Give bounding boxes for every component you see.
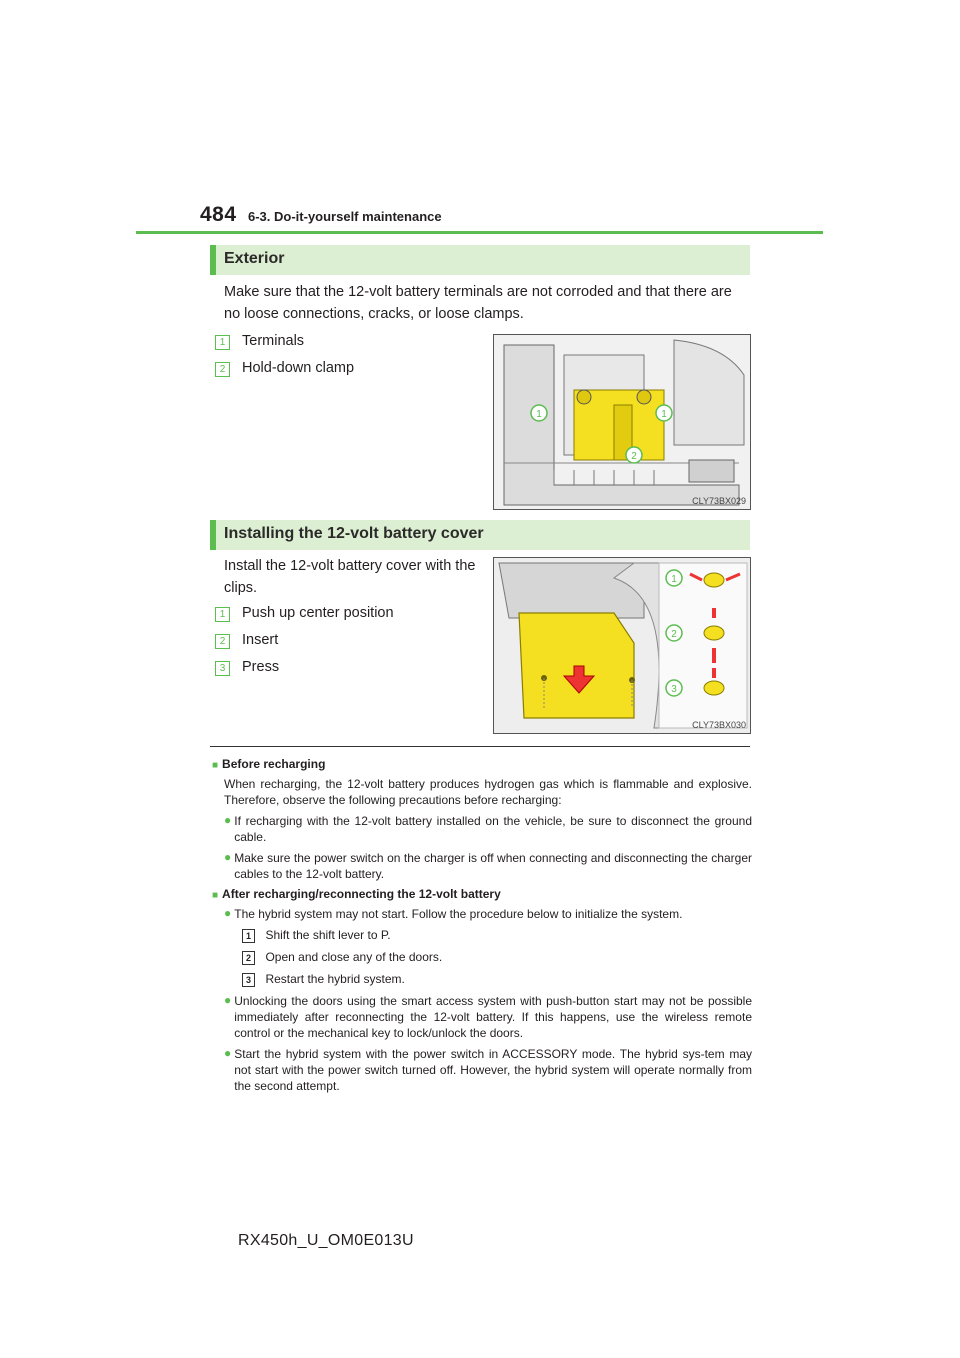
bullet-icon: ● xyxy=(224,993,232,1007)
note-after-bullet-2: ● Unlocking the doors using the smart access system with push-button start may not be possible immediately after reconnecting the 12-volt battery. If this happens, use the wireless remote control or the mechanical key to lock/unlock the doors. xyxy=(224,993,752,1040)
step-number: 1 xyxy=(242,929,255,943)
note-before-bullet-2: ● Make sure the power switch on the charger is off when connecting and disconnecting the charger cables to the 12-volt battery. xyxy=(224,850,752,881)
item-label: Insert xyxy=(242,632,279,648)
figure-code: CLY73BX030 xyxy=(692,720,746,730)
step-number: 2 xyxy=(242,951,255,965)
item-label: Terminals xyxy=(242,333,305,349)
notes-divider xyxy=(210,746,750,747)
battery-exterior-figure xyxy=(493,334,751,510)
callout-number: 2 xyxy=(215,634,230,649)
footer-code: RX450h_U_OM0E013U xyxy=(238,1232,414,1249)
note-after-bullet-1: ● The hybrid system may not start. Follow the procedure below to initialize the system. xyxy=(224,906,683,921)
note-before-title: ■ Before recharging xyxy=(212,757,326,771)
bullet-icon: ● xyxy=(224,1046,232,1060)
exterior-text: Make sure that the 12-volt battery terminals are not corroded and that there are no loose connections, cracks, or loose clamps. xyxy=(224,284,732,322)
item-label: Hold-down clamp xyxy=(242,360,355,376)
exterior-item-2 xyxy=(215,360,355,377)
cover-illustration xyxy=(494,558,750,733)
cover-text: Install the 12-volt battery cover with the clips. xyxy=(224,558,476,596)
step-1: 1 Shift the shift lever to P. xyxy=(242,926,752,944)
step-2: 2 Open and close any of the doors. xyxy=(242,948,752,966)
note-after-title: ■ After recharging/reconnecting the 12-volt battery xyxy=(212,887,501,901)
callout-number: 2 xyxy=(215,362,230,377)
square-bullet-icon: ■ xyxy=(212,760,219,771)
note-before-text: When recharging, the 12-volt battery produces hydrogen gas which is flammable and explosive. Therefore, observe the following precautions before recharging: xyxy=(224,777,752,807)
notes-section xyxy=(212,757,752,1094)
callout-2: 2 xyxy=(631,451,637,462)
exterior-item-1 xyxy=(215,333,305,350)
callout-c1: 1 xyxy=(671,574,677,585)
heading-accent xyxy=(210,520,216,550)
battery-cover-figure xyxy=(493,557,751,734)
square-bullet-icon: ■ xyxy=(212,890,219,901)
step-number: 3 xyxy=(242,973,255,987)
callout-1a: 1 xyxy=(536,409,542,420)
cover-item-1 xyxy=(215,605,394,622)
page-number: 484 xyxy=(200,203,237,226)
section-title: 6-3. Do-it-yourself maintenance xyxy=(248,209,442,224)
battery-illustration xyxy=(494,335,750,509)
note-after-bullet-3: ● Start the hybrid system with the power switch in ACCESSORY mode. The hybrid sys-tem may not start with the power switch turned off. However, the hybrid system will operate normally from the second attempt. xyxy=(224,1046,752,1093)
cover-item-3 xyxy=(215,659,280,676)
callout-number: 3 xyxy=(215,661,230,676)
exterior-heading: Exterior xyxy=(224,250,285,267)
header-rule xyxy=(136,231,823,234)
item-label: Push up center position xyxy=(242,605,394,621)
bullet-icon: ● xyxy=(224,906,232,920)
bullet-icon: ● xyxy=(224,813,232,827)
step-3: 3 Restart the hybrid system. xyxy=(242,970,752,988)
callout-1b: 1 xyxy=(661,409,667,420)
cover-heading-band xyxy=(210,520,750,550)
note-before-bullet-1: ● If recharging with the 12-volt battery installed on the vehicle, be sure to disconnect the ground cable. xyxy=(224,813,752,844)
exterior-heading-band xyxy=(210,245,750,275)
heading-accent xyxy=(210,245,216,275)
callout-c3: 3 xyxy=(671,684,677,695)
bullet-icon: ● xyxy=(224,850,232,864)
cover-heading: Installing the 12-volt battery cover xyxy=(224,525,484,542)
callout-number: 1 xyxy=(215,335,230,350)
callout-number: 1 xyxy=(215,607,230,622)
callout-c2: 2 xyxy=(671,629,677,640)
item-label: Press xyxy=(242,659,280,675)
figure-code: CLY73BX029 xyxy=(692,496,746,506)
cover-item-2 xyxy=(215,632,279,649)
